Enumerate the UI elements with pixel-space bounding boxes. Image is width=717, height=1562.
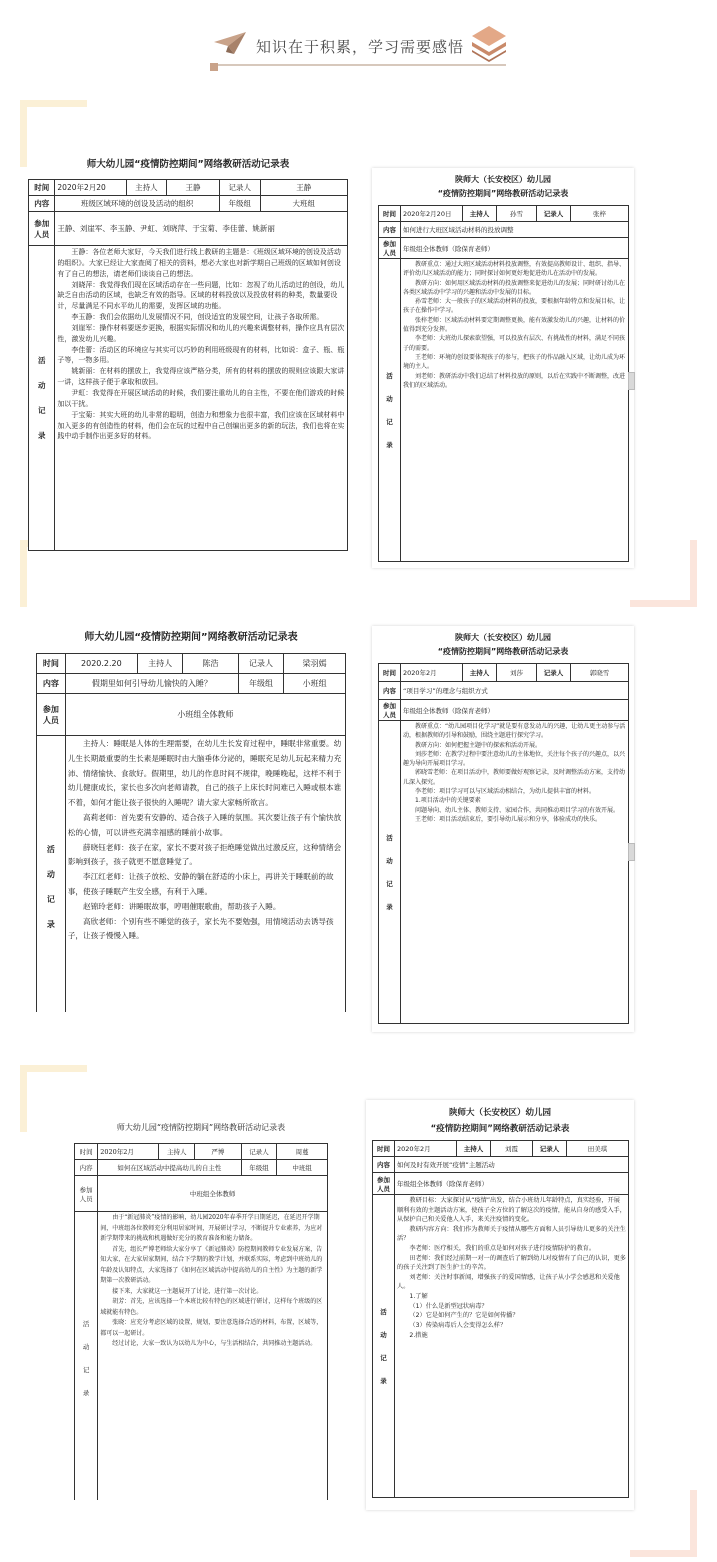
activity-record-body bbox=[65, 736, 345, 1013]
record-paragraph: 张梓老师：区域活动材料要定期调整更换，能有效激发幼儿的兴趣，让材料的价值得到充分发挥。 bbox=[403, 316, 626, 334]
record-paragraph: 刘崖军：操作材料要逐步更换，根据实际情况和幼儿的兴趣来调整材料，操作应具有层次性，激发幼儿兴趣。 bbox=[57, 323, 345, 343]
activity-record-label: 活 动 记 录 bbox=[29, 246, 55, 551]
record-sheet-2 bbox=[372, 168, 634, 568]
activity-record-body bbox=[401, 721, 629, 1024]
record-sheet-5 bbox=[74, 1118, 328, 1500]
record-paragraph: 高欣老师：个别有些不睡觉的孩子，家长先不要勉强，用情境活动去诱导孩子，让孩子慢慢入睡。 bbox=[67, 916, 334, 941]
record-sheet-6 bbox=[366, 1100, 634, 1510]
recorder-label: 记录人 bbox=[241, 1144, 277, 1160]
activity-record-label: 活 动 记 录 bbox=[37, 736, 66, 1013]
school-name: 陕师大（长安校区）幼儿园 bbox=[455, 175, 551, 184]
activity-record-label: 活 动 记 录 bbox=[379, 259, 401, 562]
recorder-value: 郭晓雪 bbox=[571, 664, 629, 682]
recorder-value: 周蔓 bbox=[277, 1144, 328, 1160]
record-paragraph: 2.措施 bbox=[409, 1331, 428, 1339]
record-paragraph: 教研方向：如何把握主题中的探索和活动开展。 bbox=[415, 741, 542, 749]
school-name: 陕师大（长安校区）幼儿园 bbox=[448, 1108, 551, 1118]
banner-divider bbox=[210, 64, 506, 66]
content-label: 内容 bbox=[75, 1160, 98, 1176]
record-paragraph: 王老师：环境的创设要体现孩子的参与，把孩子的作品融入区域，让幼儿成为环境的主人。 bbox=[403, 353, 626, 371]
header-banner bbox=[0, 0, 717, 80]
record-paragraph: 姚新丽：在材料的摆放上，我觉得应该严格分类，所有的材料的摆放的规则应该跟大家讲一讲，这样孩子便于拿取和放回。 bbox=[57, 367, 345, 387]
banner-dot bbox=[210, 63, 218, 71]
participants-value: 年级组全体教师（除保育老师） bbox=[395, 1173, 629, 1195]
host-value: 刘霞 bbox=[491, 1141, 533, 1157]
record-paragraph: 教研内容方向：我们作为教师关于疫情从哪些方面和人员引导幼儿更多的关注生活？ bbox=[397, 1225, 626, 1243]
time-value: 2020年2月 bbox=[98, 1144, 159, 1160]
record-paragraph: 郭晓雪老师：在项目活动中，教师要做好观察记录，及时调整活动方案，支持幼儿深入探究。 bbox=[403, 769, 626, 786]
participants-label: 参加人员 bbox=[379, 700, 401, 721]
grade-label: 年级组 bbox=[219, 196, 260, 212]
time-value: 2020年2月20日 bbox=[401, 206, 463, 222]
recorder-label: 记录人 bbox=[238, 654, 283, 674]
time-value: 2020.2.20 bbox=[65, 654, 137, 674]
host-label: 主持人 bbox=[159, 1144, 195, 1160]
record-paragraph: 高莉老师：首先要有安静的、适合孩子入睡的氛围。其次要让孩子有个愉快放松的心情，可以讲些充满幸福感的睡前小故事。 bbox=[67, 812, 342, 837]
time-value: 2020年2月 bbox=[395, 1141, 457, 1157]
record-table bbox=[28, 179, 348, 551]
content-value: 如何进行大班区域活动材料的投放调整 bbox=[401, 222, 629, 238]
record-sheet-4 bbox=[372, 626, 634, 1032]
record-paragraph: 首先，组长严博老师给大家分享了《新冠肺炎》防控期间教师专业发展方案，告知大家，在大家居家期间，结合下学期的教学计划，并联系实际，考虑到中班幼儿的年龄及认知特点，大家选择了《如何在区域活动中提高幼儿的自主性》为主题的新学期第一次教研活动。 bbox=[100, 1245, 323, 1284]
activity-record-label: 活 动 记 录 bbox=[75, 1212, 98, 1501]
scrollbar[interactable] bbox=[628, 372, 635, 390]
record-paragraph: 张晓：应充分考虑区域的设置，规划，要注意选择合适的材料，布置，区域等，都可以一起研讨。 bbox=[100, 1319, 323, 1337]
record-paragraph: 1.项目活动中的关键要素 bbox=[415, 797, 481, 805]
content-label: 内容 bbox=[37, 674, 66, 694]
grade-value: 中班组 bbox=[277, 1160, 328, 1176]
participants-value: 中班组全体教师 bbox=[98, 1176, 328, 1212]
recorder-label: 记录人 bbox=[537, 664, 571, 682]
record-paragraph: （1）什么是新型冠状病毒？ bbox=[409, 1302, 488, 1310]
content-label: 内容 bbox=[29, 196, 55, 212]
activity-record-label: 活 动 记 录 bbox=[373, 1195, 395, 1498]
participants-value: 年级组全体教师（除保育老师） bbox=[401, 238, 629, 259]
participants-label: 参加人员 bbox=[75, 1176, 98, 1212]
recorder-label: 记录人 bbox=[219, 180, 260, 196]
record-paragraph: 刘莎老师：在教学过程中要注意幼儿的主体地位，关注每个孩子的兴趣点，以兴趣为导向开展项目学习。 bbox=[403, 750, 626, 768]
content-value: 如何及时有效开展“疫情”主题活动 bbox=[395, 1157, 629, 1173]
activity-record-label: 活 动 记 录 bbox=[379, 721, 401, 1024]
record-paragraph: 1.了解 bbox=[409, 1293, 428, 1301]
host-value: 严博 bbox=[195, 1144, 241, 1160]
time-label: 时间 bbox=[379, 664, 401, 682]
deco-bracket bbox=[630, 540, 697, 607]
recorder-label: 记录人 bbox=[537, 206, 571, 222]
grade-label: 年级组 bbox=[241, 1160, 277, 1176]
content-label: 内容 bbox=[379, 222, 401, 238]
participants-label: 参加人员 bbox=[37, 694, 66, 736]
record-paragraph: 薛晓钰老师：孩子在家，家长不要对孩子拒绝睡觉做出过激反应，这种情绪会影响到孩子，孩子就更不愿意睡觉了。 bbox=[67, 842, 342, 867]
record-paragraph: 教研重点：通过大班区域活动材料投放调整，有效提高教师设计、组织、指导、评价幼儿区域活动的能力；同时探讨如何更好地促进幼儿在活动中的发展。 bbox=[403, 261, 626, 278]
school-name: 陕师大（长安校区）幼儿园 bbox=[455, 633, 551, 642]
sheet-title: 师大幼儿园“疫情防控期间”网络教研活动记录表 bbox=[84, 632, 298, 643]
layers-icon bbox=[470, 24, 508, 62]
activity-record-body bbox=[55, 246, 348, 551]
record-paragraph: （2）它是如何产生的？它是如何传播？ bbox=[409, 1312, 519, 1320]
recorder-value: 王静 bbox=[260, 180, 347, 196]
host-label: 主持人 bbox=[137, 654, 182, 674]
participants-label: 参加人员 bbox=[379, 238, 401, 259]
time-label: 时间 bbox=[379, 206, 401, 222]
record-paragraph: 赵锦玲老师：讲睡眠故事，哼唱催眠歌曲，帮助孩子入睡。 bbox=[83, 901, 281, 911]
record-paragraph: 李玉静：我们会依据幼儿发展情况不同，创设适宜的发展空间，让孩子各取所需。 bbox=[71, 313, 324, 322]
record-paragraph: 教研目标：大家探讨从“疫情”出发，结合小班幼儿年龄特点，真实经验，开展顺利有效的主题活动方案，使孩子全方位的了解这次的疫情，能从自身的感受入手，从保护自己和关爱他人入手，来关注疫情的变化。 bbox=[397, 1197, 626, 1224]
paper-plane-icon bbox=[212, 28, 248, 58]
record-paragraph: 于宝菊：其实大班的幼儿非常的聪明，创造力和想象力也很丰富，我们应该在区域材料中加入更多的有创造性的材料，他们会在玩的过程中自己创编出更多的新的玩法，我们也将在实践中动手制作出更多好的材料。 bbox=[57, 410, 345, 441]
grade-label: 年级组 bbox=[238, 674, 283, 694]
record-paragraph: 经过讨论，大家一致认为以幼儿为中心，与生活相结合，共同推动主题活动。 bbox=[112, 1340, 317, 1347]
host-label: 主持人 bbox=[463, 206, 497, 222]
time-label: 时间 bbox=[29, 180, 55, 196]
record-table bbox=[372, 1140, 629, 1498]
content-value: 如何在区域活动中提高幼儿的自主性 bbox=[98, 1160, 241, 1176]
content-label: 内容 bbox=[373, 1157, 395, 1173]
recorder-value: 田美琪 bbox=[567, 1141, 629, 1157]
deco-bracket bbox=[630, 1490, 697, 1557]
host-value: 刘莎 bbox=[497, 664, 537, 682]
time-label: 时间 bbox=[37, 654, 66, 674]
record-paragraph: 教研方向：如何用区域活动材料的投放调整来促进幼儿的发展；同时研讨幼儿在各类区域活动中学习的兴趣和活动中发展的目标。 bbox=[403, 279, 626, 296]
banner-title: 知识在于积累，学习需要感悟 bbox=[256, 38, 465, 56]
record-paragraph: 接下来，大家就这一主题展开了讨论，进行第一次讨论。 bbox=[112, 1287, 263, 1295]
record-sheet-3 bbox=[36, 624, 346, 1012]
time-label: 时间 bbox=[373, 1141, 395, 1157]
participants-value: 年级组全体教师（除保育老师） bbox=[401, 700, 629, 721]
host-label: 主持人 bbox=[457, 1141, 491, 1157]
time-value: 2020年2月20 bbox=[55, 180, 126, 196]
record-paragraph: 尹虹：我觉得在开展区域活动的时候，我们要注重幼儿的自主性，不要在他们游戏的时候加以干扰。 bbox=[57, 388, 345, 408]
participants-value: 小班组全体教师 bbox=[65, 694, 345, 736]
host-value: 孙雪 bbox=[497, 206, 537, 222]
record-paragraph: 王老师：项目活动结束后，要引导幼儿展示和分享，体验成功的快乐。 bbox=[415, 815, 602, 823]
sheet-title: 师大幼儿园“疫情防控期间”网络教研活动记录表 bbox=[86, 159, 290, 170]
record-paragraph: （3）传染病毒后人会变得怎么样？ bbox=[409, 1321, 507, 1329]
sheet-title: “疫情防控期间”网络教研活动记录表 bbox=[437, 189, 569, 198]
record-paragraph: 李老师：大班幼儿探索欲望强，可以投放有层次、有挑战性的材料，满足不同孩子的需要。 bbox=[403, 335, 626, 352]
record-paragraph: 刘老师：关注时事新闻，增强孩子的爱国情感，让孩子从小学会感恩和关爱他人。 bbox=[397, 1273, 620, 1291]
time-value: 2020年2月 bbox=[401, 664, 463, 682]
recorder-value: 张梓 bbox=[571, 206, 629, 222]
record-paragraph: 胡芳：首先，应该选择一个本班比较有特色的区域进行研讨，这样每个班级的区域就能有特色。 bbox=[100, 1298, 323, 1316]
content-label: 内容 bbox=[379, 682, 401, 700]
activity-record-body bbox=[395, 1195, 629, 1498]
scrollbar[interactable] bbox=[628, 843, 635, 861]
sheet-title: “疫情防控期间”网络教研活动记录表 bbox=[430, 1124, 570, 1134]
sheet-title: 师大幼儿园“疫情防控期间”网络教研活动记录表 bbox=[116, 1123, 286, 1132]
recorder-label: 记录人 bbox=[533, 1141, 567, 1157]
grade-value: 大班组 bbox=[260, 196, 347, 212]
record-table bbox=[378, 205, 629, 562]
record-sheet-1 bbox=[28, 150, 348, 585]
content-value: “项目学习”的理念与组织方式 bbox=[401, 682, 629, 700]
record-paragraph: 田老师：我们经过前期一对一的调查后了解到幼儿对疫情有了自己的认识，更多的孩子关注到了医生护士的辛苦。 bbox=[397, 1254, 626, 1272]
record-paragraph: 李江红老师：让孩子放松、安静的躺在舒适的小床上，再讲关于睡眠前的故事，使孩子睡眠产生安全感，有利于入睡。 bbox=[67, 872, 334, 896]
host-value: 王静 bbox=[167, 180, 220, 196]
host-label: 主持人 bbox=[463, 664, 497, 682]
record-paragraph: 王静：各位老师大家好，今天我们进行线上教研的主题是：《班级区域环境的创设及活动的组织》。大家已经让大家查阅了相关的资料，想必大家也对新学期自己班级的区域如何创设有了自己的想法，请老师们谈谈自己的想法。 bbox=[57, 248, 341, 278]
record-table bbox=[74, 1143, 328, 1500]
host-value: 陈浩 bbox=[183, 654, 239, 674]
record-paragraph: 刘晓萍：我觉得我们现在区域活动存在一些问题，比如：忽视了幼儿活动过的创设，幼儿缺乏自由活动的区域，也缺乏有效的指导。区域的材料投放以及投放材料的种类，数量要设计，尽量满足不同水平幼儿的需要，发挥区域的功能。 bbox=[57, 280, 345, 311]
recorder-value: 梁羽嫣 bbox=[284, 654, 346, 674]
record-paragraph: 教研重点：“幼儿园项目化学习”就是要有意发动儿的兴趣，让幼儿更主动参与活动，根据教师的引导和鼓励，围绕主题进行探究学习。 bbox=[403, 723, 626, 740]
participants-value: 王静、刘崖军、李玉静、尹虹、刘晓萍、于宝菊、李佳蕾、姚新丽 bbox=[55, 212, 348, 246]
grade-value: 小班组 bbox=[284, 674, 346, 694]
activity-record-body bbox=[98, 1212, 328, 1501]
record-paragraph: 由于“新冠肺炎”疫情的影响，幼儿园2020年春季开学日期延迟，在延迟开学期间，中班组各位教师充分利用居家时间，开展研讨学习，不断提升专业素养，为应对新学期带来的挑战和机遇做好充分的教育准备和能力储备。 bbox=[100, 1214, 323, 1242]
record-paragraph: 问题导向、幼儿主体、教师支持、家园合作，共同推动项目学习的有效开展。 bbox=[415, 806, 620, 814]
record-paragraph: 李老师：医疗相关，我们的重点是如何对孩子进行疫情防护的教育。 bbox=[409, 1245, 596, 1253]
time-label: 时间 bbox=[75, 1144, 98, 1160]
content-value: 班级区域环境的创设及活动的组织 bbox=[55, 196, 220, 212]
record-paragraph: 主持人：睡眠是人体的生理需要，在幼儿生长发育过程中，睡眠非常重要。幼儿生长期最重要的生长素是睡眠时由大脑垂体分泌的，睡眠充足幼儿玩起来精力充沛、情绪愉快、食欲好。假期里，幼儿的作息时间不规律，晚睡晚起，这样不利于幼儿健康成长，家长也多次向老师请教，自己的孩子上床长时间难已入睡或根本谁不着，如何才能让孩子很快的入睡呢？请大家大家畅所欲言。 bbox=[67, 739, 342, 808]
record-paragraph: 刘老师：教研活动中我们总结了材料投放的原则，以后在实践中不断调整，改进我们的区域活动。 bbox=[403, 372, 626, 389]
record-table bbox=[378, 663, 629, 1024]
sheet-title: “疫情防控期间”网络教研活动记录表 bbox=[437, 647, 569, 656]
content-value: 假期里如何引导幼儿愉快的入睡？ bbox=[65, 674, 238, 694]
record-paragraph: 李老师：项目学习可以与区域活动相结合，为幼儿提供丰富的材料。 bbox=[415, 788, 596, 796]
record-table bbox=[36, 653, 346, 1012]
participants-label: 参加人员 bbox=[29, 212, 55, 246]
participants-label: 参加人员 bbox=[373, 1173, 395, 1195]
host-label: 主持人 bbox=[126, 180, 167, 196]
activity-record-body bbox=[401, 259, 629, 562]
record-paragraph: 孙雪老师：大一般孩子的区域活动材料的投放，要根据年龄特点和发展目标，让孩子在操作中学习。 bbox=[403, 298, 626, 315]
record-paragraph: 李佳蕾：活动区的环境应与其实可以巧妙的利用班级现有的材料，比如说：盒子、瓶、瓶子等，一物多用。 bbox=[57, 345, 345, 365]
